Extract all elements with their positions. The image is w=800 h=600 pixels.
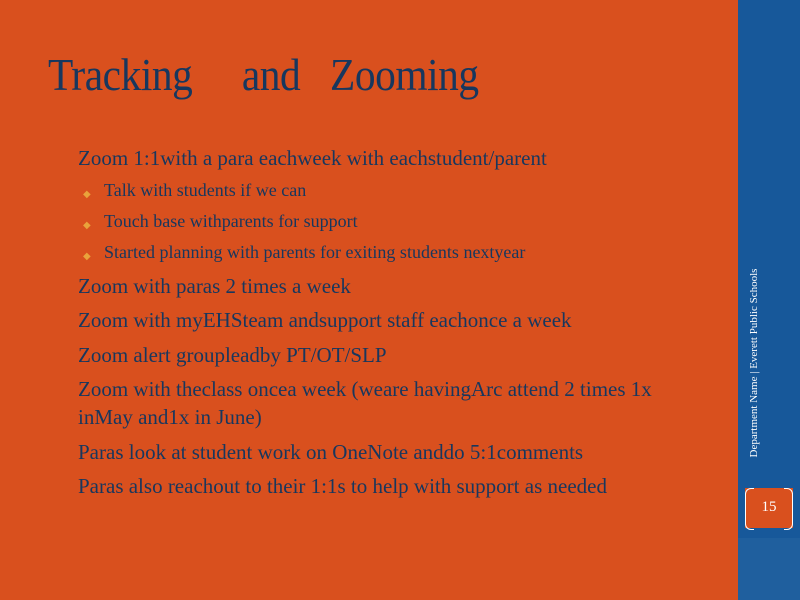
slide-title: Tracking and Zooming [48, 49, 479, 100]
page-number-box [745, 488, 793, 528]
list-item: Zoom with theclass oncea week (weare havingArc attend 2 times 1x inMay and1x in June) [78, 377, 652, 429]
list-subitem-text: Touch base withparents for support [104, 210, 358, 231]
bullet-list [78, 144, 698, 507]
list-item: Zoom 1:1with a para eachweek with eachstudent/parent [78, 146, 547, 170]
footer-department-text: Department Name | Everett Public Schools [748, 268, 760, 458]
sidebar-bottom-block [738, 538, 800, 600]
diamond-bullet-icon: ◆ [83, 250, 91, 262]
list-item: Zoom alert groupleadby PT/OT/SLP [78, 342, 387, 367]
diamond-bullet-icon: ◆ [83, 219, 91, 231]
diamond-bullet-icon: ◆ [83, 188, 91, 200]
list-item: Paras look at student work on OneNote anddo 5:1comments [78, 439, 584, 464]
page-number: 15 [761, 499, 777, 515]
list-subitem [83, 241, 698, 264]
list-item: Zoom with myEHSteam andsupport staff eachonce a week [78, 308, 572, 332]
list-subitem-text: Talk with students if we can [104, 179, 307, 200]
list-subitem [83, 210, 698, 233]
list-subitem [83, 179, 698, 202]
list-item: Paras also reachout to their 1:1s to help with support as needed [78, 474, 607, 498]
list-subitem-text: Started planning with parents for exiting students nextyear [104, 241, 526, 262]
list-item: Zoom with paras 2 times a week [78, 273, 351, 298]
